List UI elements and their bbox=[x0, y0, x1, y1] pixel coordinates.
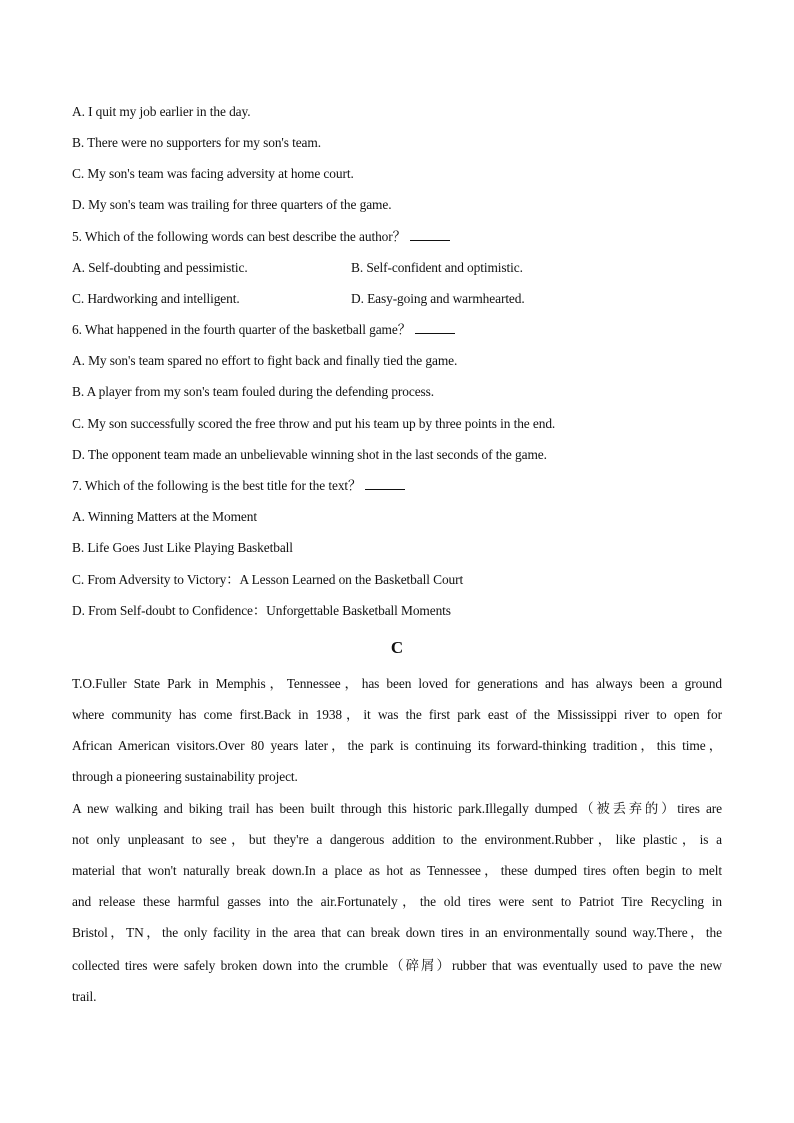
q5-option-d: D. Easy-going and warmhearted. bbox=[351, 291, 525, 306]
q7-option-b: B. Life Goes Just Like Playing Basketball bbox=[72, 540, 293, 555]
q7-stem: 7. Which of the following is the best title for the text？ bbox=[72, 478, 362, 493]
passage-p2-line: A new walking and biking trail has been built through this historic park.Illegally dumped（被丢弃的）tires are bbox=[72, 801, 722, 816]
q5-option-b: B. Self-confident and optimistic. bbox=[351, 260, 523, 275]
q7-option-c: C. From Adversity to Victory：A Lesson Learned on the Basketball Court bbox=[72, 572, 464, 587]
passage-p1-line: African American visitors.Over 80 years later，the park is continuing its forward-thinking tradition，this time， bbox=[72, 738, 722, 753]
q4-option-a: A. I quit my job earlier in the day. bbox=[72, 104, 251, 119]
answer-blank bbox=[415, 321, 455, 334]
q6-stem: 6. What happened in the fourth quarter of the basketball game？ bbox=[72, 322, 411, 337]
q7-option-d: D. From Self-doubt to Confidence：Unforgettable Basketball Moments bbox=[72, 603, 451, 618]
answer-blank bbox=[365, 477, 405, 490]
q5-stem: 5. Which of the following words can best describe the author？ bbox=[72, 229, 406, 244]
q4-option-b: B. There were no supporters for my son's team. bbox=[72, 135, 321, 150]
q6-option-b: B. A player from my son's team fouled during the defending process. bbox=[72, 384, 435, 399]
q6-option-d: D. The opponent team made an unbelievable winning shot in the last seconds of the game. bbox=[72, 447, 547, 462]
q7-question bbox=[72, 477, 405, 495]
passage-p1-line: through a pioneering sustainability project. bbox=[72, 769, 298, 784]
q7-option-a: A. Winning Matters at the Moment bbox=[72, 509, 257, 524]
passage-p1-line: T.O.Fuller State Park in Memphis，Tennessee，has been loved for generations and has always been a ground bbox=[72, 676, 722, 691]
passage-p2-line: Bristol，TN，the only facility in the area that can break down tires in an environmentally sound way.There，the bbox=[72, 925, 722, 940]
answer-blank bbox=[410, 228, 450, 241]
q4-option-d: D. My son's team was trailing for three quarters of the game. bbox=[72, 197, 392, 212]
passage-p2-line: collected tires were safely broken down into the crumble（碎屑）rubber that was eventually used to pave the new bbox=[72, 958, 722, 973]
passage-p2-line: and release these harmful gasses into the air.Fortunately，the old tires were sent to Patriot Tire Recycling in bbox=[72, 894, 722, 909]
passage-p2-line: trail. bbox=[72, 989, 97, 1004]
q6-option-a: A. My son's team spared no effort to fight back and finally tied the game. bbox=[72, 353, 458, 368]
q6-option-c: C. My son successfully scored the free throw and put his team up by three points in the end. bbox=[72, 416, 556, 431]
q4-option-c: C. My son's team was facing adversity at home court. bbox=[72, 166, 354, 181]
q6-question bbox=[72, 321, 455, 339]
section-heading: C bbox=[390, 638, 404, 657]
q5-question bbox=[72, 228, 450, 246]
passage-p2-line: material that won't naturally break down.In a place as hot as Tennessee，these dumped tires often begin to melt bbox=[72, 863, 722, 878]
passage-p2-line: not only unpleasant to see，but they're a dangerous addition to the environment.Rubber，like plastic，is a bbox=[72, 832, 722, 847]
passage-p1-line: where community has come first.Back in 1938，it was the first park east of the Mississippi river to open for bbox=[72, 707, 722, 722]
q5-option-c: C. Hardworking and intelligent. bbox=[72, 291, 240, 306]
q5-option-a: A. Self-doubting and pessimistic. bbox=[72, 260, 248, 275]
